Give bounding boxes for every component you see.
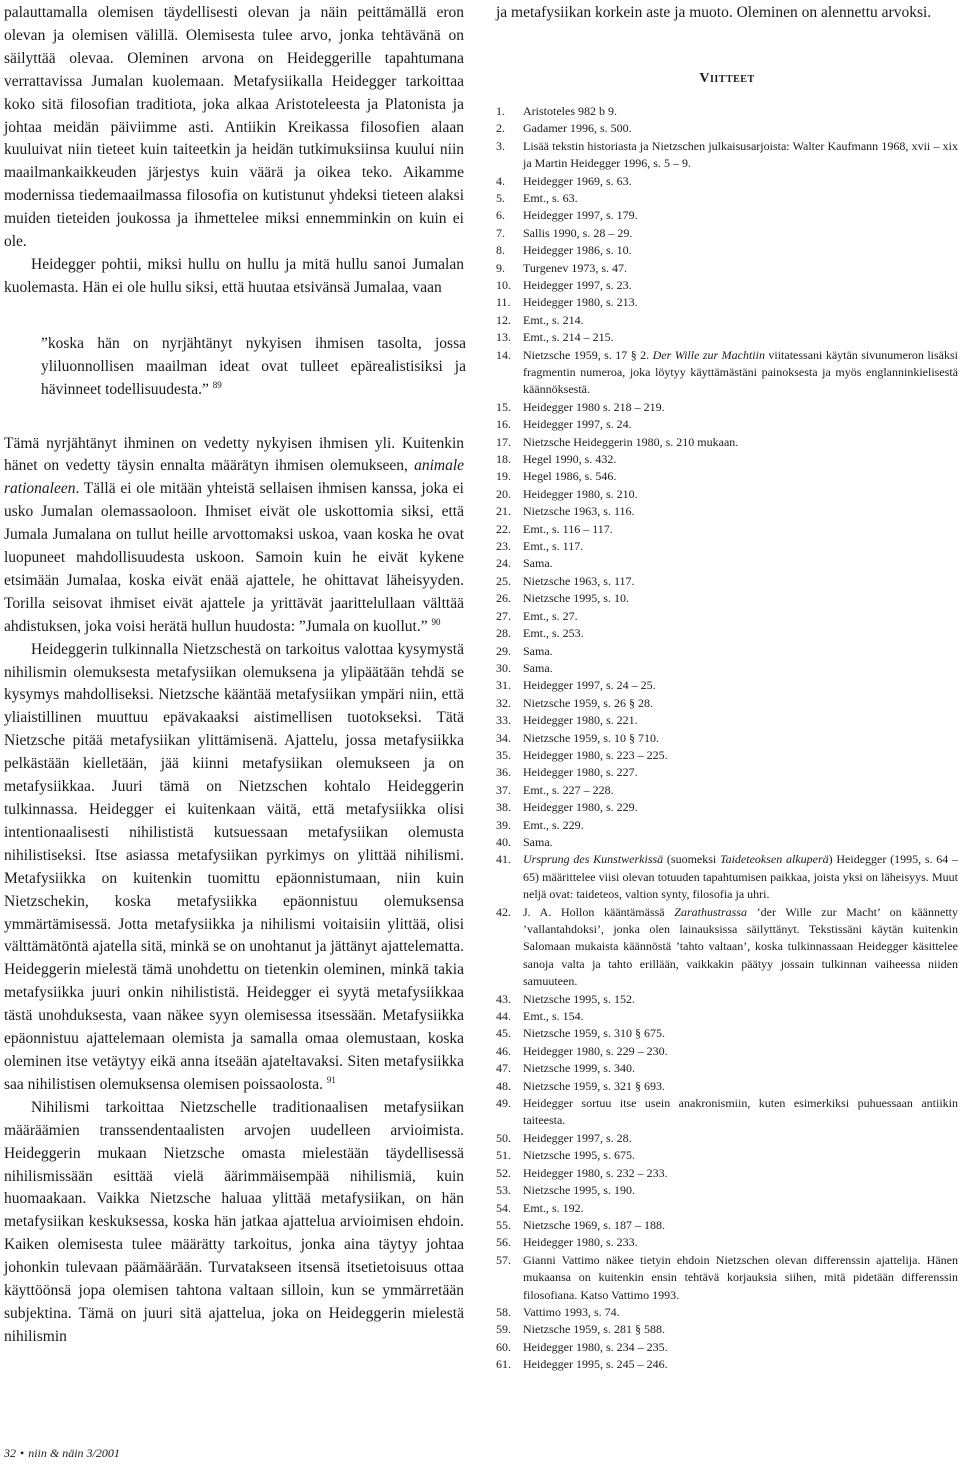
reference-number: 1. (496, 103, 505, 118)
reference-text: Heidegger sortuu itse usein anakronismiin, kuten esimerkiksi puhuessaan antiikin taiteesta. (523, 1096, 958, 1128)
reference-number: 48. (496, 1078, 511, 1093)
reference-text: Sama. (523, 660, 553, 675)
reference-title: Taideteoksen alkuperä (720, 852, 829, 867)
reference-item (496, 677, 958, 694)
reference-number: 13. (496, 330, 511, 345)
paragraph: Heideggerin tulkinnalla Nietzschestä on tarkoitus valottaa kysymystä nihilismin olemuksesta metafysiikan olemuksena ja ylipäätään tehdä se kysymys mahdolliseksi. Nietzsche kääntää metafysiikan ympäri niin, että yliaistillinen muuttuu epävakaaksi aistimellisen tuotokseksi. Tätä Nietzsche pitää metafysiikan ylittämisenä. Ajattelu, jossa metafysiikka pelkästään kielletään, jää kiinni metafysiikan olemukseen ja on metafysiikkaa. Juuri tämä on Nietzschen kohtalo Heideggerin tulkinnassa. Heidegger ei kuitenkaan väitä, että metafysiikka olisi intentionaalisesti nihilististä kutsuessaan metafysiikan olemusta nihilistiseksi. Itse asiassa metafysiikan pyrkimys on ylittää nihilismi. Metafysiikka on kuitenkin tuomittu epäonnistumaan, niin kuin Nietzschekin, koska metafysiikka epäonnistuu olemuksensa ymmärtämisessä. Jotta metafysiikka ja nihilismi voitaisiin ylittää, olisi välttämätöntä ajatella sitä, minkä se on unohtanut ja jättänyt ajattelematta. Heideggerin mielestä tämä unohdettu on tietenkin oleminen, minkä takia metafysiikka juuri onkin nihilististä. Heidegger ei syytä metafysiikkaa tästä unohduksesta, vaan näkee syyn olemisessa itsessään. Metafysiikka epäonnistuu ajattelemaan olemista ja samalla omaa olemustaan, koska oleminen itse vetäytyy eikä anna itseään ajateltavaksi. Siten metafysiikka saa nihilistisen olemuksensa olemisen poissaolosta. $^{91}$ (4, 640, 464, 1093)
reference-number: 23. (496, 539, 511, 554)
reference-item (496, 451, 958, 468)
reference-text: Sama. (523, 834, 553, 849)
reference-item (496, 503, 958, 520)
reference-number: 34. (496, 730, 511, 745)
reference-item (496, 1217, 958, 1234)
reference-number: 27. (496, 608, 511, 623)
reference-item (496, 1356, 958, 1373)
reference-item (496, 991, 958, 1008)
reference-item (496, 1321, 958, 1338)
reference-text: Emt., s. 214 – 215. (523, 330, 614, 345)
reference-text: Emt., s. 117. (523, 539, 584, 554)
reference-item (496, 1078, 958, 1095)
reference-item (496, 347, 958, 399)
reference-number: 61. (496, 1357, 511, 1372)
reference-number: 18. (496, 452, 511, 467)
paragraph: Nihilismi tarkoittaa Nietzschelle traditionaalisen metafysiikan määräämien transsendentaalisten arvojen uudelleen arvioimista. Heideggerin mukaan Nietzsche omasta mielestään täydellisessä nihilismissään esittää vielä äärimmäisempää nihilismiä, kuin huomaakaan. Vaikka Nietzsche haluaa ylittää metafysiikan, on hän metafysiikan keskuksessa, koska hän jatkaa ajattelua arvioimisen ehdoin. Kaiken olemisesta tulee määrätty tarkoitus, jonka aina täytyy johtaa johonkin tulevaan päämäärään. Turvatakseen itsensä itsetietoisuus ottaa käyttöönsä jopa olemisen tahtona valtaan silloin, kun se ymmärretään subjektina. Tämä on juuri sitä ajattelua, joka on Heideggerin mielestä nihilismin (4, 1098, 464, 1345)
reference-item (496, 1304, 958, 1321)
reference-item (496, 1200, 958, 1217)
reference-text: viitatessani käytän sivunumeron lisäksi fragmentin numeroa, joka löytyy käyttämästäni painoksesta ja myös englanninkielisestä käännöksestä. (523, 347, 959, 397)
reference-item (496, 1252, 958, 1304)
reference-text: Gadamer 1996, s. 500. (523, 121, 632, 136)
reference-item (496, 434, 958, 451)
reference-text: Heidegger 1980, s. 229 – 230. (523, 1043, 668, 1058)
reference-item (496, 590, 958, 607)
reference-text: Heidegger 1997, s. 179. (523, 208, 638, 223)
reference-number: 54. (496, 1200, 511, 1215)
reference-item (496, 1060, 958, 1077)
reference-item (496, 138, 958, 173)
reference-text: Emt., s. 253. (523, 626, 584, 641)
reference-number: 4. (496, 173, 505, 188)
paragraph: Heidegger pohtii, miksi hullu on hullu ja mitä hullu sanoi Jumalan kuolemasta. Hän ei ole hullu siksi, että huutaa etsivänsä Jumalaa, vaan (4, 255, 464, 296)
reference-text: Nietzsche 1959, s. 310 § 675. (523, 1026, 665, 1041)
reference-item (496, 277, 958, 294)
reference-item (496, 260, 958, 277)
reference-number: 39. (496, 817, 511, 832)
reference-text: Heidegger 1980, s. 227. (523, 765, 638, 780)
reference-item (496, 468, 958, 485)
reference-text: Emt., s. 63. (523, 190, 578, 205)
footnote-ref: 91 (326, 1074, 336, 1085)
reference-text: Nietzsche 1963, s. 117. (523, 573, 635, 588)
reference-item (496, 1182, 958, 1199)
reference-number: 12. (496, 312, 511, 327)
reference-text: Gianni Vattimo näkee tietyin ehdoin Nietzschen olevan differenssin ajattelija. Hänen mukaansa on kuitenkin ensin tehtävä korjauksia siihen, mitä pidetään differenssin filosofiana. Katso Vattimo 1993. (523, 1252, 958, 1302)
reference-number: 60. (496, 1339, 511, 1354)
references-heading: Viitteet (699, 70, 755, 86)
reference-item (496, 521, 958, 538)
reference-number: 3. (496, 138, 505, 153)
reference-text: Heidegger 1980, s. 234 – 235. (523, 1339, 668, 1354)
reference-item (496, 242, 958, 259)
reference-text: Turgenev 1973, s. 47. (523, 260, 628, 275)
reference-text: Nietzsche 1999, s. 340. (523, 1061, 635, 1076)
reference-number: 38. (496, 800, 511, 815)
reference-number: 59. (496, 1322, 511, 1337)
reference-item (496, 1095, 958, 1130)
reference-list (496, 103, 958, 1374)
reference-text: Emt., s. 229. (523, 817, 584, 832)
reference-text: Emt., s. 192. (523, 1200, 584, 1215)
reference-text: Nietzsche 1969, s. 187 – 188. (523, 1217, 665, 1232)
reference-number: 10. (496, 277, 511, 292)
emphasis: animale rationaleen (4, 457, 464, 498)
reference-text: Nietzsche 1959, s. 321 § 693. (523, 1078, 665, 1093)
reference-item (496, 312, 958, 329)
paragraph: Tämä nyrjähtänyt ihminen on vedetty nykyisen ihmisen yli. Kuitenkin hänet on vedetty täysin ennalta määrätyn ihmisen olemukseen, animale rationaleen. Tällä ei ole mitään yhteistä sellaisen ihmisen kanssa, joka ei usko Jumalan olemassaoloon. Ihmiset eivät ole uskottomia siksi, että Jumala Jumalana on tullut heille arvottomaksi uskoa, vaan koska he ovat luopuneet mahdollisuudesta uskoon. Samoin kuin he eivät kykene etsimään Jumalaa, koska eivät enää ajattele, he ohittavat läheisyyden. Torilla seisovat ihmiset eivät ajattele ja yrittävät jaarittelullaan välttää ahdistuksen, joka voisi herätä hullun huudosta: ”Jumala on kuollut.” $^{90}$ (4, 434, 464, 635)
reference-number: 51. (496, 1148, 511, 1163)
reference-text: Emt., s. 116 – 117. (523, 521, 613, 536)
magazine-issue: niin & näin 3/2001 (28, 1446, 120, 1460)
reference-text: Heidegger 1980, s. 232 – 233. (523, 1165, 668, 1180)
reference-text: ’der Wille zur Macht’ on käännetty ’vallantahdoksi’, jonka olen lainauksissa säilyttänyt. Tekstissäni käytän kuitenkin Salomaan mukaista käännöstä ’tahto valtaan’, koska tulkinnassaan Heidegger käsittelee sanoja valta ja tahto erillään, vaikkakin päätyy jossain tulkinnan vaiheessa niiden samuuteen. (523, 904, 958, 989)
reference-item (496, 764, 958, 781)
reference-title: Zarathustrassa (674, 904, 747, 919)
reference-text: Heidegger 1995, s. 245 – 246. (523, 1357, 668, 1372)
reference-item (496, 399, 958, 416)
reference-text: Nietzsche 1995, s. 10. (523, 591, 629, 606)
reference-text: ) Heidegger (1995, s. 64 – 65) määrittelee viisi olevan totuuden tapahtumisen paikkaa, joista yksi on läheisyys. Muut neljä ovat: taideteos, valtion synty, filosofia ja uhri. (523, 852, 958, 902)
reference-item (496, 190, 958, 207)
reference-number: 6. (496, 208, 505, 223)
reference-text: Sama. (523, 643, 553, 658)
reference-text: Heidegger 1997, s. 24. (523, 417, 632, 432)
reference-number: 45. (496, 1026, 511, 1041)
reference-item (496, 1025, 958, 1042)
reference-text: Nietzsche 1959, s. 281 § 588. (523, 1322, 665, 1337)
reference-item (496, 660, 958, 677)
reference-number: 49. (496, 1096, 511, 1111)
reference-number: 15. (496, 399, 511, 414)
reference-number: 7. (496, 225, 505, 240)
reference-item (496, 103, 958, 120)
reference-number: 5. (496, 190, 505, 205)
reference-number: 47. (496, 1061, 511, 1076)
reference-number: 55. (496, 1217, 511, 1232)
reference-item (496, 1339, 958, 1356)
reference-text: Heidegger 1980, s. 233. (523, 1235, 638, 1250)
reference-item (496, 329, 958, 346)
reference-item (496, 1043, 958, 1060)
reference-item (496, 904, 958, 991)
reference-text: Aristoteles 982 b 9. (523, 103, 617, 118)
reference-text: Heidegger 1986, s. 10. (523, 243, 632, 258)
reference-number: 30. (496, 660, 511, 675)
footnote-ref: 89 (212, 379, 222, 390)
reference-text: (suomeksi (663, 852, 720, 867)
reference-text: Sama. (523, 556, 553, 571)
reference-text: Lisää tekstin historiasta ja Nietzschen julkaisusarjoista: Walter Kaufmann 1968, xvii – xix ja Martin Heidegger 1996, s. 5 – 9. (523, 138, 958, 171)
reference-item (496, 608, 958, 625)
paragraph-continuation: ja metafysiikan korkein aste ja muoto. Oleminen on alennettu arvoksi. (496, 4, 932, 21)
reference-number: 17. (496, 434, 511, 449)
reference-item (496, 1147, 958, 1164)
reference-item (496, 1008, 958, 1025)
reference-number: 44. (496, 1009, 511, 1024)
reference-number: 8. (496, 243, 505, 258)
reference-text: Nietzsche 1995, s. 675. (523, 1148, 635, 1163)
reference-text: Nietzsche 1959, s. 10 § 710. (523, 730, 659, 745)
reference-text: J. A. Hollon kääntämässä (523, 904, 675, 919)
reference-number: 53. (496, 1183, 511, 1198)
block-quote: ”koska hän on nyrjähtänyt nykyisen ihmisen tasolta, jossa yliluonnollisen maailman ideat ovat tulleet epärealistisiksi ja hävinneet todellisuudesta.” $^{89}$ (41, 334, 466, 398)
reference-item (496, 120, 958, 137)
reference-text: Heidegger 1980, s. 223 – 225. (523, 747, 668, 762)
reference-item (496, 207, 958, 224)
reference-number: 43. (496, 991, 511, 1006)
page-footer (4, 1446, 120, 1460)
reference-text: Heidegger 1997, s. 23. (523, 277, 632, 292)
reference-number: 58. (496, 1304, 511, 1319)
reference-item (496, 625, 958, 642)
paragraph: palauttamalla olemisen täydellisesti olevan ja näin peittämällä eron olevan ja olemisen välillä. Olemisesta tulee arvo, jonka tehtävänä on säilyttää olevaa. Oleminen arvona on Heideggerille tapahtumana verrattavissa Jumalan kuolemaan. Metafysiikalla Heidegger tarkoittaa koko sitä filosofian traditiota, joka alkaa Aristoteleesta ja Platonista ja johtaa meidän päiviimme asti. Antiikin Kreikassa filosofien alaan kuuluivat niin tieteet kuin taiteetkin ja heidän tutkimuksiinsa kuului niin maailmankaikkeuden järjestys kuin väärä ja oikea teko. Aikamme modernissa tiedemaailmassa filosofia on kutistunut yhdeksi tieteen alaksi muiden tieteiden joukossa ja ihmettelee miksi ennemminkin on kuin ei ole. (4, 4, 464, 251)
reference-text: Nietzsche 1963, s. 116. (523, 504, 635, 519)
reference-text: Emt., s. 27. (523, 608, 578, 623)
reference-text: Heidegger 1980, s. 229. (523, 800, 638, 815)
reference-number: 56. (496, 1235, 511, 1250)
reference-number: 57. (496, 1252, 511, 1267)
reference-number: 16. (496, 417, 511, 432)
reference-text: Hegel 1986, s. 546. (523, 469, 617, 484)
reference-number: 25. (496, 573, 511, 588)
reference-number: 26. (496, 591, 511, 606)
bullet-separator: • (20, 1446, 25, 1460)
reference-number: 42. (496, 904, 511, 919)
reference-text: Nietzsche 1995, s. 190. (523, 1183, 635, 1198)
reference-item (496, 834, 958, 851)
reference-item (496, 851, 958, 903)
reference-text: Emt., s. 227 – 228. (523, 782, 614, 797)
reference-number: 33. (496, 713, 511, 728)
reference-text: Heidegger 1980, s. 213. (523, 295, 638, 310)
reference-text: Heidegger 1980, s. 221. (523, 713, 638, 728)
reference-text: Heidegger 1980 s. 218 – 219. (523, 399, 665, 414)
reference-text: Nietzsche Heideggerin 1980, s. 210 mukaan. (523, 434, 739, 449)
reference-item (496, 173, 958, 190)
reference-number: 22. (496, 521, 511, 536)
reference-text: Heidegger 1980, s. 210. (523, 486, 638, 501)
reference-item (496, 294, 958, 311)
reference-number: 28. (496, 626, 511, 641)
reference-item (496, 695, 958, 712)
reference-item (496, 712, 958, 729)
reference-number: 24. (496, 556, 511, 571)
reference-number: 21. (496, 504, 511, 519)
reference-title: Der Wille zur Machtiin (652, 347, 765, 362)
reference-number: 37. (496, 782, 511, 797)
reference-text: Heidegger 1969, s. 63. (523, 173, 632, 188)
reference-item (496, 225, 958, 242)
reference-text: Nietzsche 1995, s. 152. (523, 991, 635, 1006)
reference-number: 50. (496, 1130, 511, 1145)
reference-number: 46. (496, 1043, 511, 1058)
main-text-column (4, 2, 464, 1349)
reference-number: 41. (496, 852, 511, 867)
reference-text: Hegel 1990, s. 432. (523, 452, 617, 467)
reference-number: 29. (496, 643, 511, 658)
reference-number: 2. (496, 121, 505, 136)
reference-item (496, 1165, 958, 1182)
reference-item (496, 486, 958, 503)
reference-item (496, 747, 958, 764)
reference-text: Emt., s. 154. (523, 1009, 584, 1024)
reference-item (496, 799, 958, 816)
reference-text: Heidegger 1997, s. 24 – 25. (523, 678, 656, 693)
reference-number: 19. (496, 469, 511, 484)
reference-item (496, 416, 958, 433)
reference-text: Vattimo 1993, s. 74. (523, 1304, 620, 1319)
reference-number: 20. (496, 486, 511, 501)
reference-item (496, 538, 958, 555)
reference-number: 52. (496, 1165, 511, 1180)
reference-number: 35. (496, 747, 511, 762)
reference-text: Nietzsche 1959, s. 26 § 28. (523, 695, 653, 710)
reference-number: 36. (496, 765, 511, 780)
reference-text: Emt., s. 214. (523, 312, 584, 327)
reference-item (496, 730, 958, 747)
notes-column (496, 2, 958, 1374)
reference-item (496, 1234, 958, 1251)
reference-number: 14. (496, 347, 511, 362)
reference-text: Nietzsche 1959, s. 17 § 2. (523, 347, 650, 362)
reference-title: Ursprung des Kunstwerkissä (523, 852, 664, 867)
footnote-ref: 90 (431, 616, 441, 627)
page-number: 32 (4, 1446, 16, 1460)
reference-item (496, 817, 958, 834)
reference-text: Sallis 1990, s. 28 – 29. (523, 225, 633, 240)
reference-item (496, 782, 958, 799)
reference-number: 9. (496, 260, 505, 275)
reference-number: 40. (496, 834, 511, 849)
reference-item (496, 1130, 958, 1147)
reference-item (496, 573, 958, 590)
reference-number: 11. (496, 295, 511, 310)
reference-text: Heidegger 1997, s. 28. (523, 1130, 632, 1145)
reference-item (496, 643, 958, 660)
reference-item (496, 555, 958, 572)
reference-number: 32. (496, 695, 511, 710)
reference-number: 31. (496, 678, 511, 693)
